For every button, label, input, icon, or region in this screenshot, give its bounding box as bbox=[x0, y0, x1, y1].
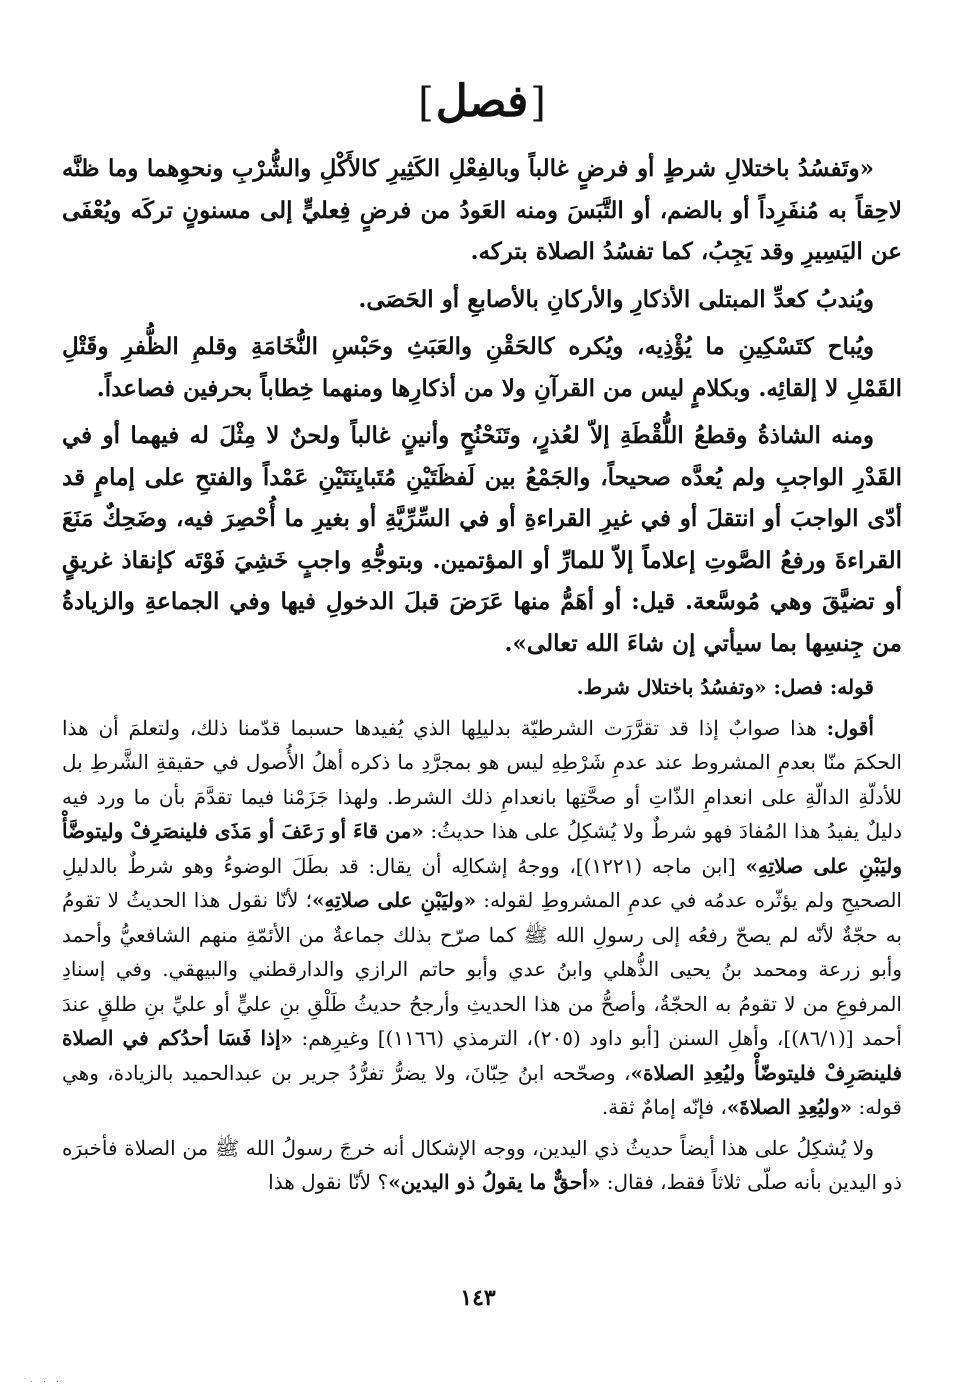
commentary-paragraph bbox=[62, 1131, 902, 1200]
commentary-span: [ابن ماجه (١٢٢١)]، ووجهُ إشكالِه أن يقال: قد بطَلَ الوضوءُ وهو شرطٌ بالدليلِ الصحيحِ ولم يؤثّره عدمُه في عدمِ المشروطِ لقوله: bbox=[62, 853, 902, 912]
commentary-span: ولا يُشكِلُ على هذا أيضاً حديثُ ذي اليدين، ووجه الإشكال أنه خرجَ رسولُ الله ﷺ من الصلاة فأخبرَه ذو اليدين بأنه صلّى ثلاثاً فقط، فقال: bbox=[62, 1135, 902, 1194]
aqul-label: أقول: bbox=[826, 715, 874, 740]
commentary-paragraph bbox=[62, 711, 902, 1125]
quoted-line: قوله: فصل: «وتفسُدُ باختلال شرط. bbox=[576, 675, 874, 699]
commentary-span: ، وصحّحه ابنُ حِبّانَ، ولا يضرُّ تفرُّدُ جرير بن عبدالحميد بالزيادة، وهي قوله: bbox=[62, 1060, 902, 1119]
hadith-quote: «وليَبْنِ على صلاتِهِ» bbox=[311, 888, 477, 912]
hadith-quote: «وليُعِدِ الصلاةَ» bbox=[726, 1095, 853, 1119]
matn-paragraph: ومنه الشاذةُ وقطعُ اللُّقْطَةِ إلاّ لعُذرٍ، وتَنَحْنُحٍ وأنينٍ غالباً ولحنٌ لا مِثْلَ له فيهما أو في القَدْرِ الواجبِ ولم يُعدَّه صحيحاً، والجَمْعُ بين لَفظَتَيْنِ مُتَبايِنَتَيْنِ عَمْداً والفتحِ على إمامٍ قد أدّى الواجبَ أو انتقلَ أو في غيرِ القراءةِ أو في السِّرِّيَّةِ أو بغيرِ ما أُحْصِرَ فيه، وضَحِكٌ مَنَعَ القراءةَ ورفعُ الصَّوتِ إعلاماً إلاّ للمارِّ أو المؤتمين. وبتوجُّهِ واجبٍ خَشِيَ فَوْتَه كإنقاذ غريقٍ أو تضيَّقَ وهي مُوسَّعة. قيل: أو أهَمُّ منها عَرَضَ قبلَ الدخولِ فيها وفي الجماعةِ والزيادةُ من جِنسِها بما سيأتي إن شاءَ الله تعالى». bbox=[62, 422, 902, 657]
hadith-quote: «إذا فَسَا أحدُكم في الصلاة فلينصَرِفْ فليتوضّأْ وليُعِدِ الصلاة» bbox=[62, 1026, 902, 1085]
hadith-quote: «من قاءَ أو رَعَفَ أو مَذَى فلينصَرِفْ وليتوضَّأْ وليَبْنِ على صلاتِهِ» bbox=[62, 819, 902, 878]
heading-bracket-open: [ bbox=[530, 80, 546, 126]
matn-text bbox=[62, 148, 902, 664]
commentary-span: ؟ لأنّا نقول هذا bbox=[268, 1170, 389, 1194]
commentary-span: ؛ لأنّا نقول هذا الحديثُ لا تقومُ به حجّةٌ لأنّه لم يصحّ رفعُه إلى رسولِ الله ﷺ كما صرّح بذلك جماعةٌ من الأئمّةِ منهم الشافعيُّ وأحمد وأبو زرعة ومحمد بنُ يحيى الذُّهلي وابنُ عدي وأبو حاتم الرازي والدارقطني والبيهقي. وفي إسنادِ المرفوعِ من لا تقومُ به الحجّةُ، وأصحُّ من هذا الحديثِ وأرجحُ حديثُ طَلْقِ بنِ عليٍّ أو عليِّ بنِ طلقٍ عندَ أحمد [(٨٦/١)]، وأهلِ السنن [أبو داود (٢٠٥)، الترمذي (١١٦٦)] وغيرِهم: bbox=[62, 888, 902, 1050]
heading-text: فصل bbox=[435, 76, 529, 127]
hadith-quote: «أحقٌّ ما يقولُ ذو اليدين» bbox=[388, 1170, 601, 1194]
commentary-span: ، فإنّه إمامٌ ثقة. bbox=[601, 1095, 727, 1119]
page-number: ١٤٣ bbox=[460, 1285, 496, 1311]
section-heading bbox=[62, 72, 902, 142]
heading-bracket-close: ] bbox=[418, 80, 434, 126]
page-body bbox=[62, 72, 902, 1206]
corner-marks: . . . bbox=[30, 1375, 63, 1384]
commentary-text bbox=[62, 670, 902, 1200]
matn-paragraph: ويُندبُ كعدِّ المبتلى الأذكارِ والأركانِ بالأصابعِ أو الحَصَى. bbox=[358, 285, 874, 313]
commentary-span: هذا صوابٌ إذا قد تقرَّرَت الشرطيّة بدليلِها الذي يُفيدها حسبما قدّمنا ذلك، ولتعلمَ أن هذا الحكمَ منّا بعدمِ المشروط عند عدمِ شَرْطِهِ ليس هو بمجرَّدِ ما ذكره أهلُ الأُصول في حقيقةِ الشَّرطِ بل للأدلّةِ الدالّةِ على انعدامِ الذّاتِ أو صحَّتِها بانعدامِ ذلك الشرط. ولهذا جَزَمْنا فيما تقدَّمَ بأن ما ورد فيه دليلٌ يفيدُ هذا المُفادَ فهو شرطٌ ولا يُشكِلُ على هذا حديثُ: bbox=[62, 715, 902, 843]
matn-paragraph: ويُباح كتَسْكِينِ ما يُؤْذِيه، ويُكره كالحَقْنِ والعَبَثِ وحَبْسِ النُّخَامَةِ وقلمِ الظُّفرِ وقَتْلِ القَمْلِ لا إلقائِه. وبكلامٍ ليس من القرآنِ ولا من أذكارِها ومنهما خِطاباً بحرفين فصاعداً. bbox=[62, 333, 902, 402]
matn-paragraph: «وتَفسُدُ باختلالِ شرطٍ أو فرضٍ غالباً وبالفِعْلِ الكَثِيرِ كالأَكْلِ والشُّرْبِ ونحوِهما وما ظنَّه لاحِقاً به مُنفَرِداً أو بالضم، أو التَّبَسَ ومنه العَودُ من فرضٍ فِعليٍّ إلى مسنونٍ تركَه ويُعْفَى عن اليَسِيرِ وقد يَجِبُ، كما تفسُدُ الصلاة بتركه. bbox=[62, 155, 902, 265]
